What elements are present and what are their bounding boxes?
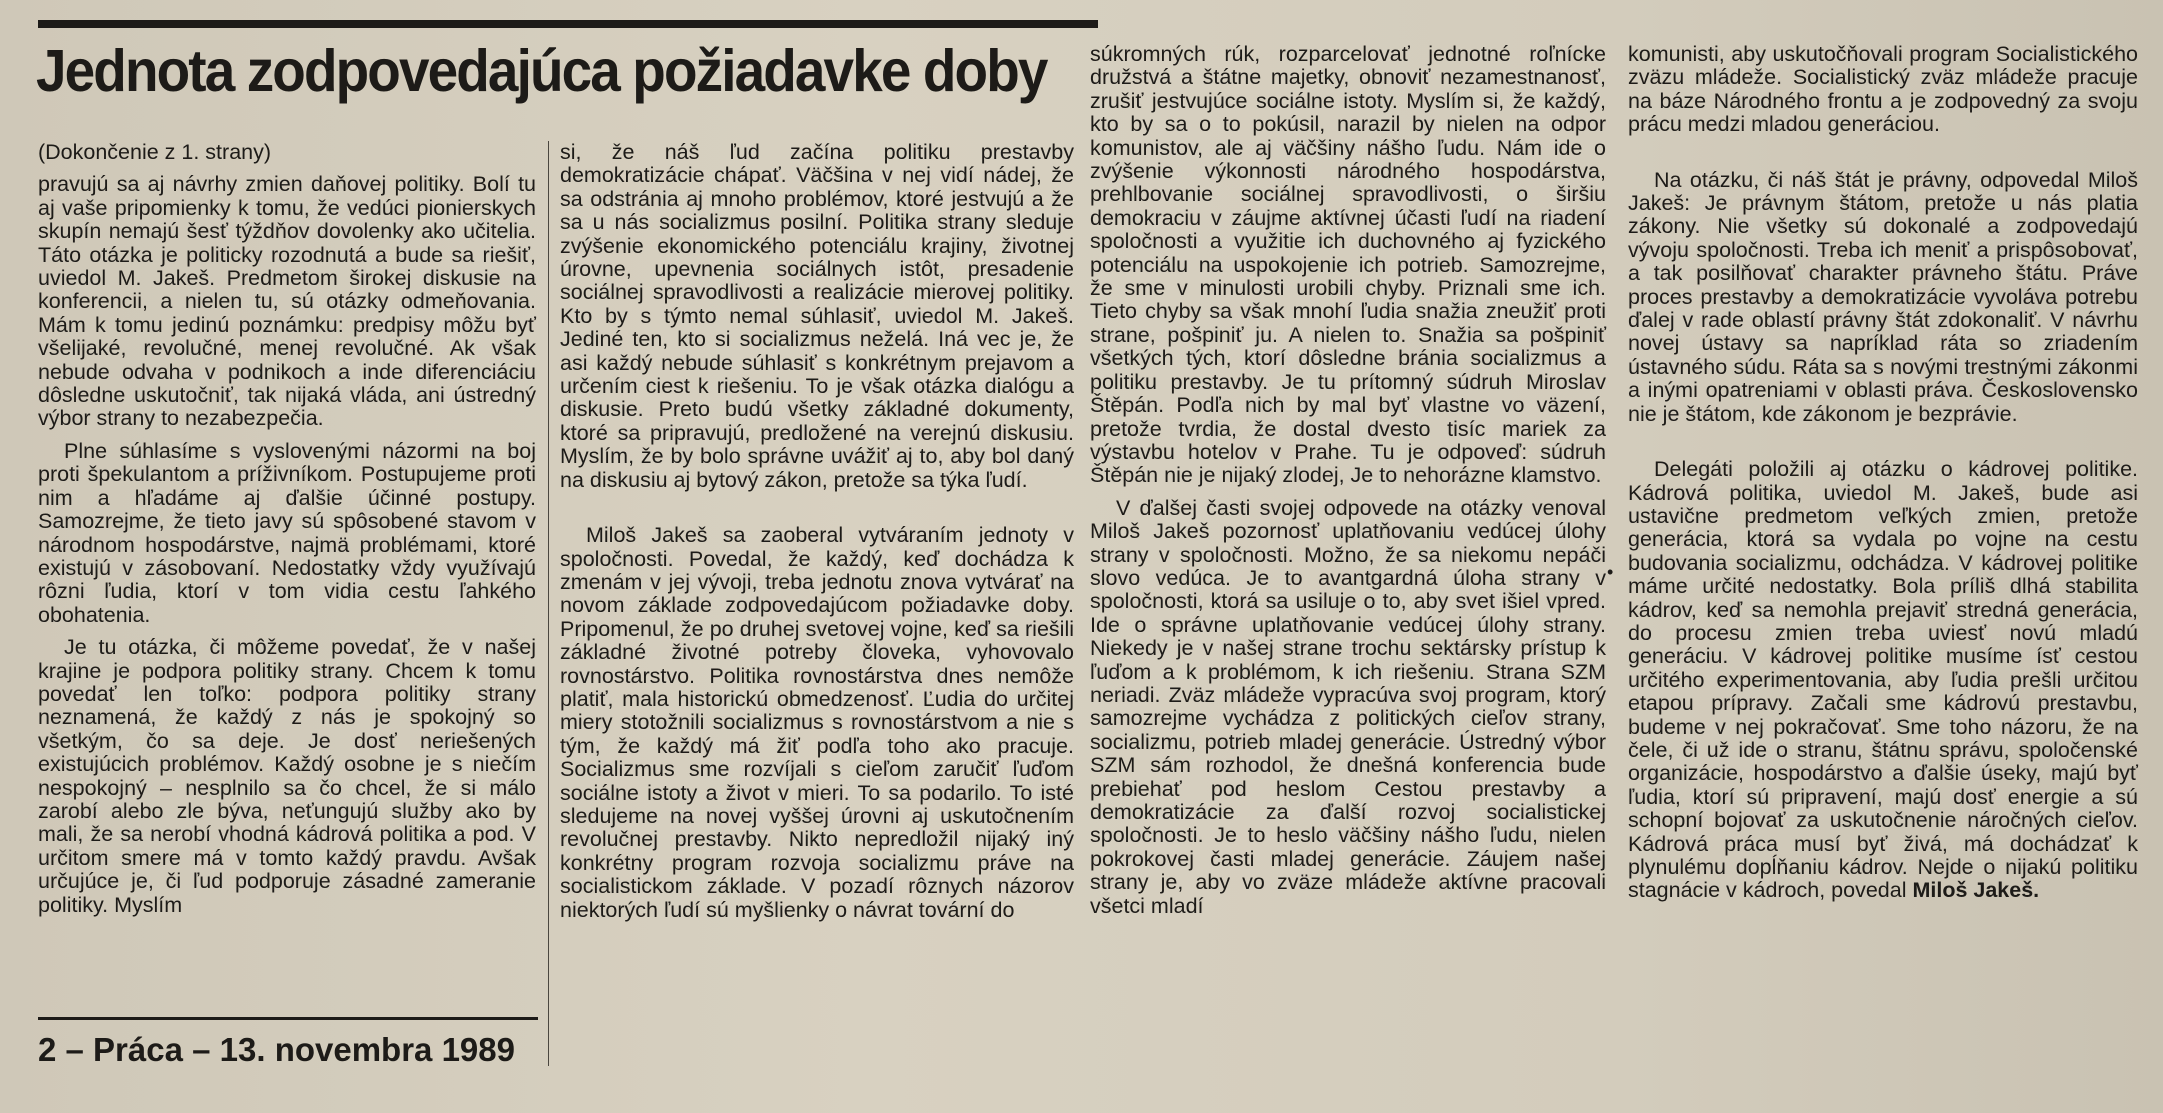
paragraph: Plne súhlasíme s vyslovenými názormi na boj proti špekulantom a príživníkom. Postupujeme proti nim a hľadáme aj ďalšie účinné postupy. Samozrejme, že tieto javy sú spôsobené stavom v národnom hospodárstve, najmä problémami, ktoré existujú v zásobovaní. Nedostatky vždy využívajú rôzni ľudia, ktorí v tom vidia cestu ľahkého obohatenia. xyxy=(38,438,536,627)
article-column-4 xyxy=(1628,43,2138,903)
closing-name: Miloš Jakeš. xyxy=(1912,878,2040,903)
paragraph: Na otázku, či náš štát je právny, odpovedal Miloš Jakeš: Je právnym štátom, pretože u nás platia zákony. Nie všetky sú dokonalé a zodpovedajú vývoju spoločnosti. Treba ich meniť a prispôsobovať, a tak posilňovať charakter právneho štátu. Práve proces prestavby a demokratizácie vyvoláva potrebu ďalej v rade oblastí právny štát zdokonaliť. V návrhu novej ústavy sa napríklad ráta so zriadením ústavného súdu. Ráta sa s novými trestnými zákonmi a inými opatreniami v oblasti práva. Československo nie je štátom, kde zákonom je bezprávie. xyxy=(1628,167,2138,426)
paragraph: pravujú sa aj návrhy zmien daňovej politiky. Bolí tu aj vaše pripomienky k tomu, že vedúci pionierskych skupín nemajú šesť týždňov dovolenky ako učitelia. Táto otázka je politicky rozodnutá a bude sa riešiť, uviedol M. Jakeš. Predmetom širokej diskusie na konferencii, a nielen tu, sú otázky odmeňovania. Mám k tomu jedinú poznámku: predpisy môžu byť všelijaké, revolučné, menej revolučné. Ak však nebude odvaha v podnikoch a inde diferenciáciu dôsledne uskutočniť, tak nijaká vláda, ani ústredný výbor strany to nezabezpečia. xyxy=(38,172,536,431)
print-dot: • xyxy=(1607,562,1614,582)
paragraph: komunisti, aby uskutočňovali program Socialistického zväzu mládeže. Socialistický zväz mládeže pracuje na báze Národného frontu a je zodpovedný za svoju prácu medzi mladou generáciou. xyxy=(1628,42,2138,137)
paragraph-text: Delegáti položili aj otázku o kádrovej politike. Kádrová politika, uviedol M. Jakeš, bude asi ustavične predmetom veľkých zmien, pretože generácia, ktorá sa vydala po vojne na cestu budovania socializmu, odchádza. V kádrovej politike máme určité nedostatky. Bola príliš dlhá stabilita kádrov, keď sa nemohla prejaviť stredná generácia, do procesu zmien treba uviesť novú mladú generáciu. V kádrovej politike musíme ísť cestou určitého experimentovania, aby ľudia prešli určitou etapou prípravy. Začali sme kádrovú prestavbu, budeme v nej pokračovať. Sme toho názoru, že na čele, či už ide o stranu, štátnu správu, spoločenské organizácie, hospodárstvo a ďalšie úseky, majú byť ľudia, ktorí sú pripravení, majú dosť energie a sú schopní bojovať za uskutočnenie náročných cieľov. Kádrová práca musí byť živá, má dochádzať k plynulému dopĺňaniu kádrov. Nejde o nijakú politiku stagnácie v kádroch, povedal xyxy=(1628,457,2138,903)
column-divider xyxy=(548,141,549,1066)
continuation-note: (Dokončenie z 1. strany) xyxy=(38,140,272,164)
article-column-2 xyxy=(560,141,1074,922)
paragraph: súkromných rúk, rozparcelovať jednotné roľnícke družstvá a štátne majetky, obnoviť nezamestnanosť, zrušiť jestvujúce sociálne istoty. Myslím si, že každý, kto by sa o to pokúsil, narazil by nielen na odpor komunistov, ale aj väčšiny nášho ľudu. Nám ide o zvýšenie výkonnosti národného hospodárstva, prehlbovanie sociálnej spravodlivosti, o širšiu demokraciu v záujme aktívnej účasti ľudí na riadení spoločnosti a využitie ich duchovného aj fyzického potenciálu na uspokojenie ich potrieb. Samozrejme, že sme v minulosti urobili chyby. Priznali sme ich. Tieto chyby sa však mnohí ľudia snažia zneužiť proti strane, pošpiniť ju. A nielen to. Snažia sa pošpiniť všetkých tých, ktorí dôsledne bránia socializmus a politiku prestavby. Je tu prítomný súdruh Miroslav Štěpán. Podľa nich by mal byť vlastne vo väzení, pretože tvrdia, že dostal dvesto tisíc mariek za výstavbu hotelov v Prahe. Tu je odpoveď: súdruh Štěpán nie je nijaký zlodej, Je to nehorázne klamstvo. xyxy=(1090,42,1606,488)
page-footer: 2 – Práca – 13. novembra 1989 xyxy=(38,1017,538,1070)
paragraph: si, že náš ľud začína politiku prestavby demokratizácie chápať. Väčšina v nej vidí nádej, že sa odstránia aj mnoho problémov, ktoré jestvujú a že sa u nás socializmus posilní. Politika strany sleduje zvýšenie ekonomického potenciálu krajiny, životnej úrovne, upevnenia sociálnych istôt, presadenie sociálnej spravodlivosti a realizácie mierovej politiky. Kto by s týmto nemal súhlasiť, uviedol M. Jakeš. Jediné ten, kto si socializmus neželá. Iná vec je, že asi každý nebude súhlasiť s konkrétnym prejavom a určením ciest k riešeniu. To je však otázka dialógu a diskusie. Preto budú všetky základné dokumenty, ktoré sa pripravujú, predložené na verejnú diskusiu. Myslím, že by bolo správne uvážiť aj to, aby bol daný na diskusiu aj bytový zákon, pretože sa týka ľudí. xyxy=(560,140,1074,492)
article-column-1 xyxy=(38,141,536,917)
paragraph-last xyxy=(1628,458,2138,903)
top-rule xyxy=(38,20,1098,28)
article-headline: Jednota zodpovedajúca požiadavke doby xyxy=(36,38,1047,104)
paragraph: Je tu otázka, či môžeme povedať, že v našej krajine je podpora politiky strany. Chcem k tomu povedať len toľko: podpora politiky strany neznamená, že každý z nás je spokojný so všetkým, čo sa deje. Je dosť neriešených existujúcich problémov. Každý osobne je s niečím nespokojný – nesplnilo sa čo chcel, že si málo zarobí alebo zle býva, neťungujú služby ako by mali, že sa nerobí vhodná kádrová politika a pod. V určitom smere má v tomto každý pravdu. Avšak určujúce je, či ľud podporuje zásadné zameranie politiky. Myslím xyxy=(38,635,536,917)
paragraph: Miloš Jakeš sa zaoberal vytváraním jednoty v spoločnosti. Povedal, že každý, keď dochádza k zmenám v jej vývoji, treba jednotu znova vytvárať na novom základe zodpovedajúcom požiadavke doby. Pripomenul, že po druhej svetovej vojne, keď sa riešili základné životné potreby človeka, vyhovovalo rovnostárstvo. Politika rovnostárstva dnes nemôže platiť, mala historickú obmedzenosť. Ľudia do určitej miery stotožnili socializmus s rovnostárstvom a nie s tým, že každý má žiť podľa toho ako pracuje. Socializmus sme rozvíjali s cieľom zaručiť ľuďom sociálne istoty a život v mieri. To sa podarilo. To isté sledujeme na novej vyššej úrovni aj uskutočnením revolučnej prestavby. Nikto nepredložil nijaký iný konkrétny program rozvoja socializmu práve na socialistickom základe. V pozadí rôznych názorov niektorých ľudí sú myšlienky o návrat tovární do xyxy=(560,523,1074,922)
paragraph: V ďalšej časti svojej odpovede na otázky venoval Miloš Jakeš pozornosť uplatňovaniu vedúcej úlohy strany v spoločnosti. Možno, že sa niekomu nepáči slovo vedúca. Je to avantgardná úloha strany v spoločnosti, ktorá sa usiluje o to, aby svet išiel vpred. Ide o správne uplatňovanie vedúcej úlohy strany. Niekedy je v našej strane trochu sektársky prístup k ľuďom a k problémom, k ich riešeniu. Strana SZM neriadi. Zväz mládeže vypracúva svoj program, ktorý samozrejme vychádza z politických cieľov strany, socializmu, potrieb mladej generácie. Ústredný výbor SZM sám rozhodol, že dnešná konferencia bude prebiehať pod heslom Cestou prestavby a demokratizácie za ďalší rozvoj socialistickej spoločnosti. Je to heslo väčšiny nášho ľudu, nielen pokrokovej časti mladej generácie. Záujem našej strany je, aby vo zväze mládeže aktívne pracovali všetci mladí xyxy=(1090,495,1606,918)
article-column-3 xyxy=(1090,43,1606,918)
